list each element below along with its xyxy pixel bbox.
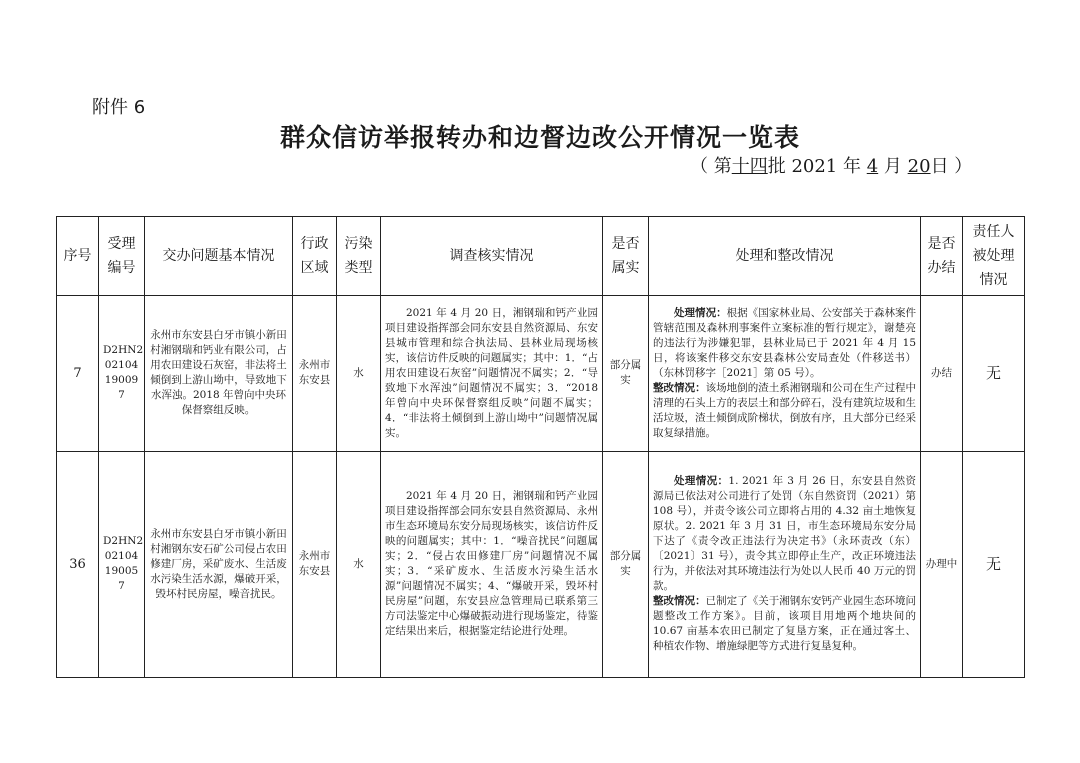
cell-investigation: 2021 年 4 月 20 日，湘钢瑞和钙产业园项目建设指挥部会同东安县自然资源局、永州市生态环境局东安分局现场核实，该信访件反映的问题属实；其中：1．“噪音扰民”问题属实；2．“侵占农田修建厂房”问题情况不属实；3．“采矿废水、生活废水污染生活水源”问题情况不属实；4、“爆破开采，毁坏村民房屋”问题，东安县应急管理局已联系第三方司法鉴定中心爆破振动进行现场鉴定，待鉴定结果出来后，根据鉴定结论进行处理。 xyxy=(381,451,603,678)
header-closed: 是否办结 xyxy=(921,217,963,296)
page-title: 群众信访举报转办和边督边改公开情况一览表 xyxy=(279,123,800,152)
batch-close: 日 ） xyxy=(930,156,973,177)
handling-label: 处理情况： xyxy=(674,306,727,319)
header-seq: 序号 xyxy=(57,217,99,296)
cell-seq: 36 xyxy=(57,451,99,678)
cell-issue: 永州市东安县白牙市镇小新田村湘钢瑞和钙业有限公司，占用农田建设石灰窑，非法将土倾倒到上游山坳中，导致地下水浑浊。2018 年曾向中央环保督察组反映。 xyxy=(145,295,293,451)
cell-accept-no: D2HN2 02104 19009 7 xyxy=(99,295,145,451)
cell-handling xyxy=(649,295,921,451)
header-handling: 处理和整改情况 xyxy=(649,217,921,296)
rectification-label: 整改情况： xyxy=(653,381,706,394)
cell-closed: 办结 xyxy=(921,295,963,451)
cell-accept-no: D2HN2 02104 19005 7 xyxy=(99,451,145,678)
header-region: 行政区域 xyxy=(293,217,337,296)
cell-verified: 部分属实 xyxy=(603,295,649,451)
cell-accountability: 无 xyxy=(963,295,1025,451)
batch-suffix: 批 2021 年 xyxy=(767,156,861,177)
table-header-row xyxy=(57,217,1025,296)
rectification-label: 整改情况： xyxy=(653,595,706,608)
batch-number: 十四 xyxy=(731,156,768,177)
header-issue: 交办问题基本情况 xyxy=(145,217,293,296)
cell-pollution: 水 xyxy=(337,295,381,451)
cell-region: 永州市东安县 xyxy=(293,451,337,678)
cell-accountability: 无 xyxy=(963,451,1025,678)
cell-seq: 7 xyxy=(57,295,99,451)
attachment-label: 附件 6 xyxy=(92,97,146,118)
handling-text: 根据《国家林业局、公安部关于森林案件管辖范围及森林刑事案件立案标准的暂行规定》，谢楚亮的违法行为涉嫌犯罪，县林业局已于 2021 年 4 月 15 日，将该案件移交东安县森林公安局查处（件移送书）（东林罚移字［2021］第 05 号）。 xyxy=(653,306,917,379)
batch-month-suffix: 月 xyxy=(883,156,902,177)
table-row xyxy=(57,295,1025,451)
header-pollution: 污染类型 xyxy=(337,217,381,296)
cell-verified: 部分属实 xyxy=(603,451,649,678)
batch-line xyxy=(690,152,972,178)
cell-issue: 永州市东安县白牙市镇小新田村湘钢东安石矿公司侵占农田修建厂房，采矿废水、生活废水污染生活水源，爆破开采，毁坏村民房屋，噪音扰民。 xyxy=(145,451,293,678)
header-accountability: 责任人被处理情况 xyxy=(963,217,1025,296)
batch-day: 20 xyxy=(907,156,931,177)
table-row xyxy=(57,451,1025,678)
header-accept-no: 受理编号 xyxy=(99,217,145,296)
cell-handling xyxy=(649,451,921,678)
cell-region: 永州市东安县 xyxy=(293,295,337,451)
cell-investigation: 2021 年 4 月 20 日，湘钢瑞和钙产业园项目建设指挥部会同东安县自然资源局、东安县城市管理和综合执法局、县林业局现场核实，该信访件反映的问题属实；其中：1．“占用农田建设石灰窑”问题情况不属实；2．“导致地下水浑浊”问题情况不属实；3．“2018 年曾向中央环保督察组反映”问题不属实；4．“非法将土倾倒到上游山坳中”问题情况属实。 xyxy=(381,295,603,451)
cell-closed: 办理中 xyxy=(921,451,963,678)
rectification-text: 该场地倒的渣土系湘钢瑞和公司在生产过程中清理的石头上方的表层土和部分碎石，没有建筑垃圾和生活垃圾，渣土倾倒成阶梯状，倒放有序，且大部分已经采取复绿措施。 xyxy=(653,381,917,439)
header-investigation: 调查核实情况 xyxy=(381,217,603,296)
cell-pollution: 水 xyxy=(337,451,381,678)
batch-month: 4 xyxy=(866,156,879,177)
header-verified: 是否属实 xyxy=(603,217,649,296)
batch-open: （ 第 xyxy=(690,156,732,177)
rectification-text: 已制定了《关于湘钢东安钙产业园生态环境问题整改工作方案》。目前，该项目用地两个地块间的 10.67 亩基本农田已制定了复垦方案，正在通过客土、种植农作物、增施绿肥等方式进行复垦复种。 xyxy=(653,595,917,653)
petition-table xyxy=(56,216,1025,678)
handling-label: 处理情况： xyxy=(674,475,729,488)
handling-text: 1. 2021 年 3 月 26 日，东安县自然资源局已依法对公司进行了处罚（东自然资罚（2021）第 108 号），并责令该公司立即将占用的 4.32 亩土地恢复原状。2. 2021 年 3 月 31 日，市生态环境局东安分局下达了《责令改正违法行为决定书》（永环责改（东）〔2021〕31 号），责令其立即停止生产，改正环境违法行为，并依法对其环境违法行为处以人民币 40 万元的罚款。 xyxy=(653,475,916,593)
